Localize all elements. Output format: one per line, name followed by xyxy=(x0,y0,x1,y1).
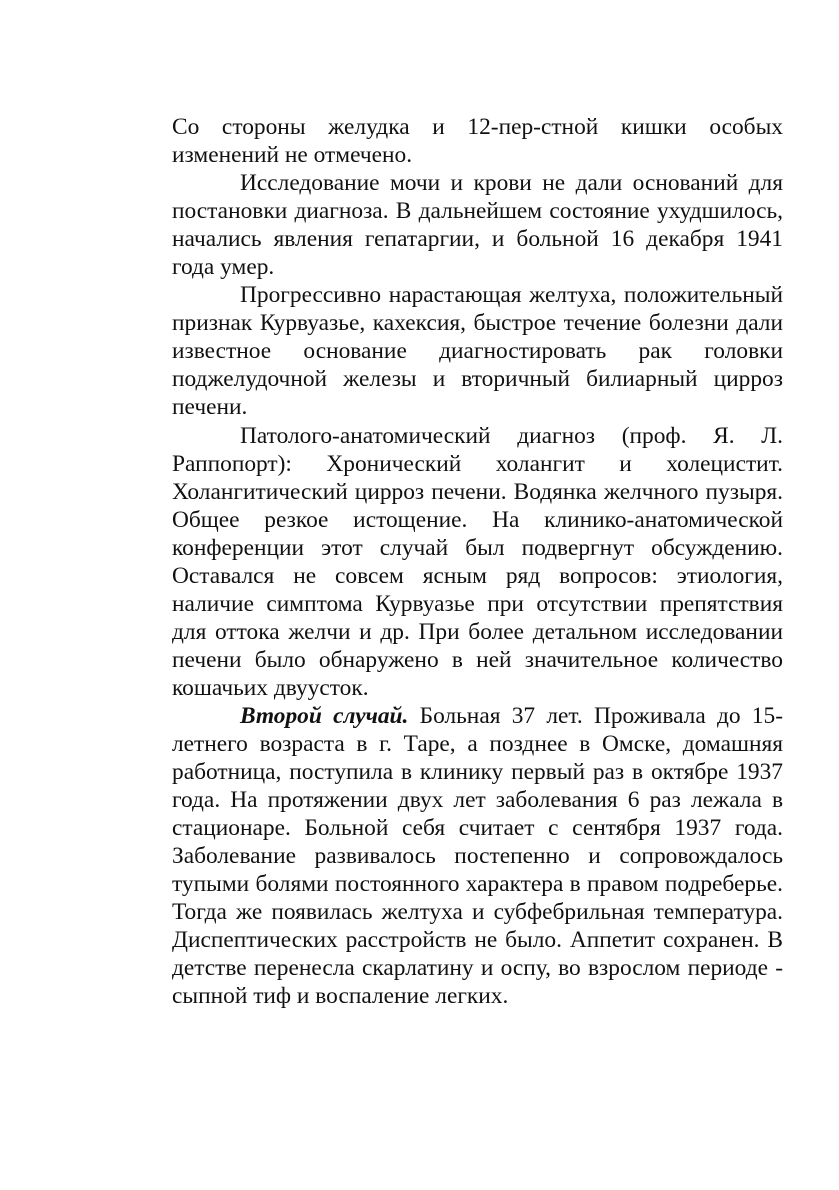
paragraph-clinical-diagnosis: Прогрессивно нарастающая желтуха, положительный признак Курвуазье, кахексия, быстрое течение болезни дали известное основание диагностировать рак головки поджелудочной железы и вторичный билиарный цирроз печени. xyxy=(172,282,783,421)
paragraph-second-case xyxy=(172,702,783,1011)
document-page xyxy=(172,113,783,1011)
paragraph-outcome: Исследование мочи и крови не дали оснований для постановки диагноза. В дальнейшем состояние ухудшилось, начались явления гепатаргии, и больной 16 декабря 1941 года умер. xyxy=(172,170,783,281)
second-case-text: Больная 37 лет. Проживала до 15-летнего возраста в г. Таре, а позднее в Омске, домашняя работница, поступила в клинику первый раз в октябре 1937 года. На протяжении двух лет заболевания 6 раз лежала в стационаре. Больной себя считает с сентября 1937 года. Заболевание развивалось постепенно и сопровождалось тупыми болями постоянного характера в правом подреберье. Тогда же появилась желтуха и субфебрильная температура. Диспептических расстройств не было. Аппетит сохранен. В детстве перенесла скарлатину и оспу, во взрослом периоде - сыпной тиф и воспаление легких. xyxy=(172,702,783,1010)
paragraph-stomach-findings: Со стороны желудка и 12-пер-стной кишки особых изменений не отмечено. xyxy=(172,114,783,169)
paragraph-pathology-diagnosis: Патолого-анатомический диагноз (проф. Я. Л. Раппопорт): Хронический холангит и холецистит. Холангитический цирроз печени. Водянка желчного пузыря. Общее резкое истощение. На клинико-анатомической конференции этот случай был подвергнут обсуждению. Оставался не совсем ясным ряд вопросов: этиология, наличие симптома Курвуазье при отсутствии препятствия для оттока желчи и др. При более детальном исследовании печени было обнаружено в ней значительное количество кошачьих двуусток. xyxy=(172,422,783,701)
second-case-heading: Второй случай. xyxy=(240,702,409,729)
